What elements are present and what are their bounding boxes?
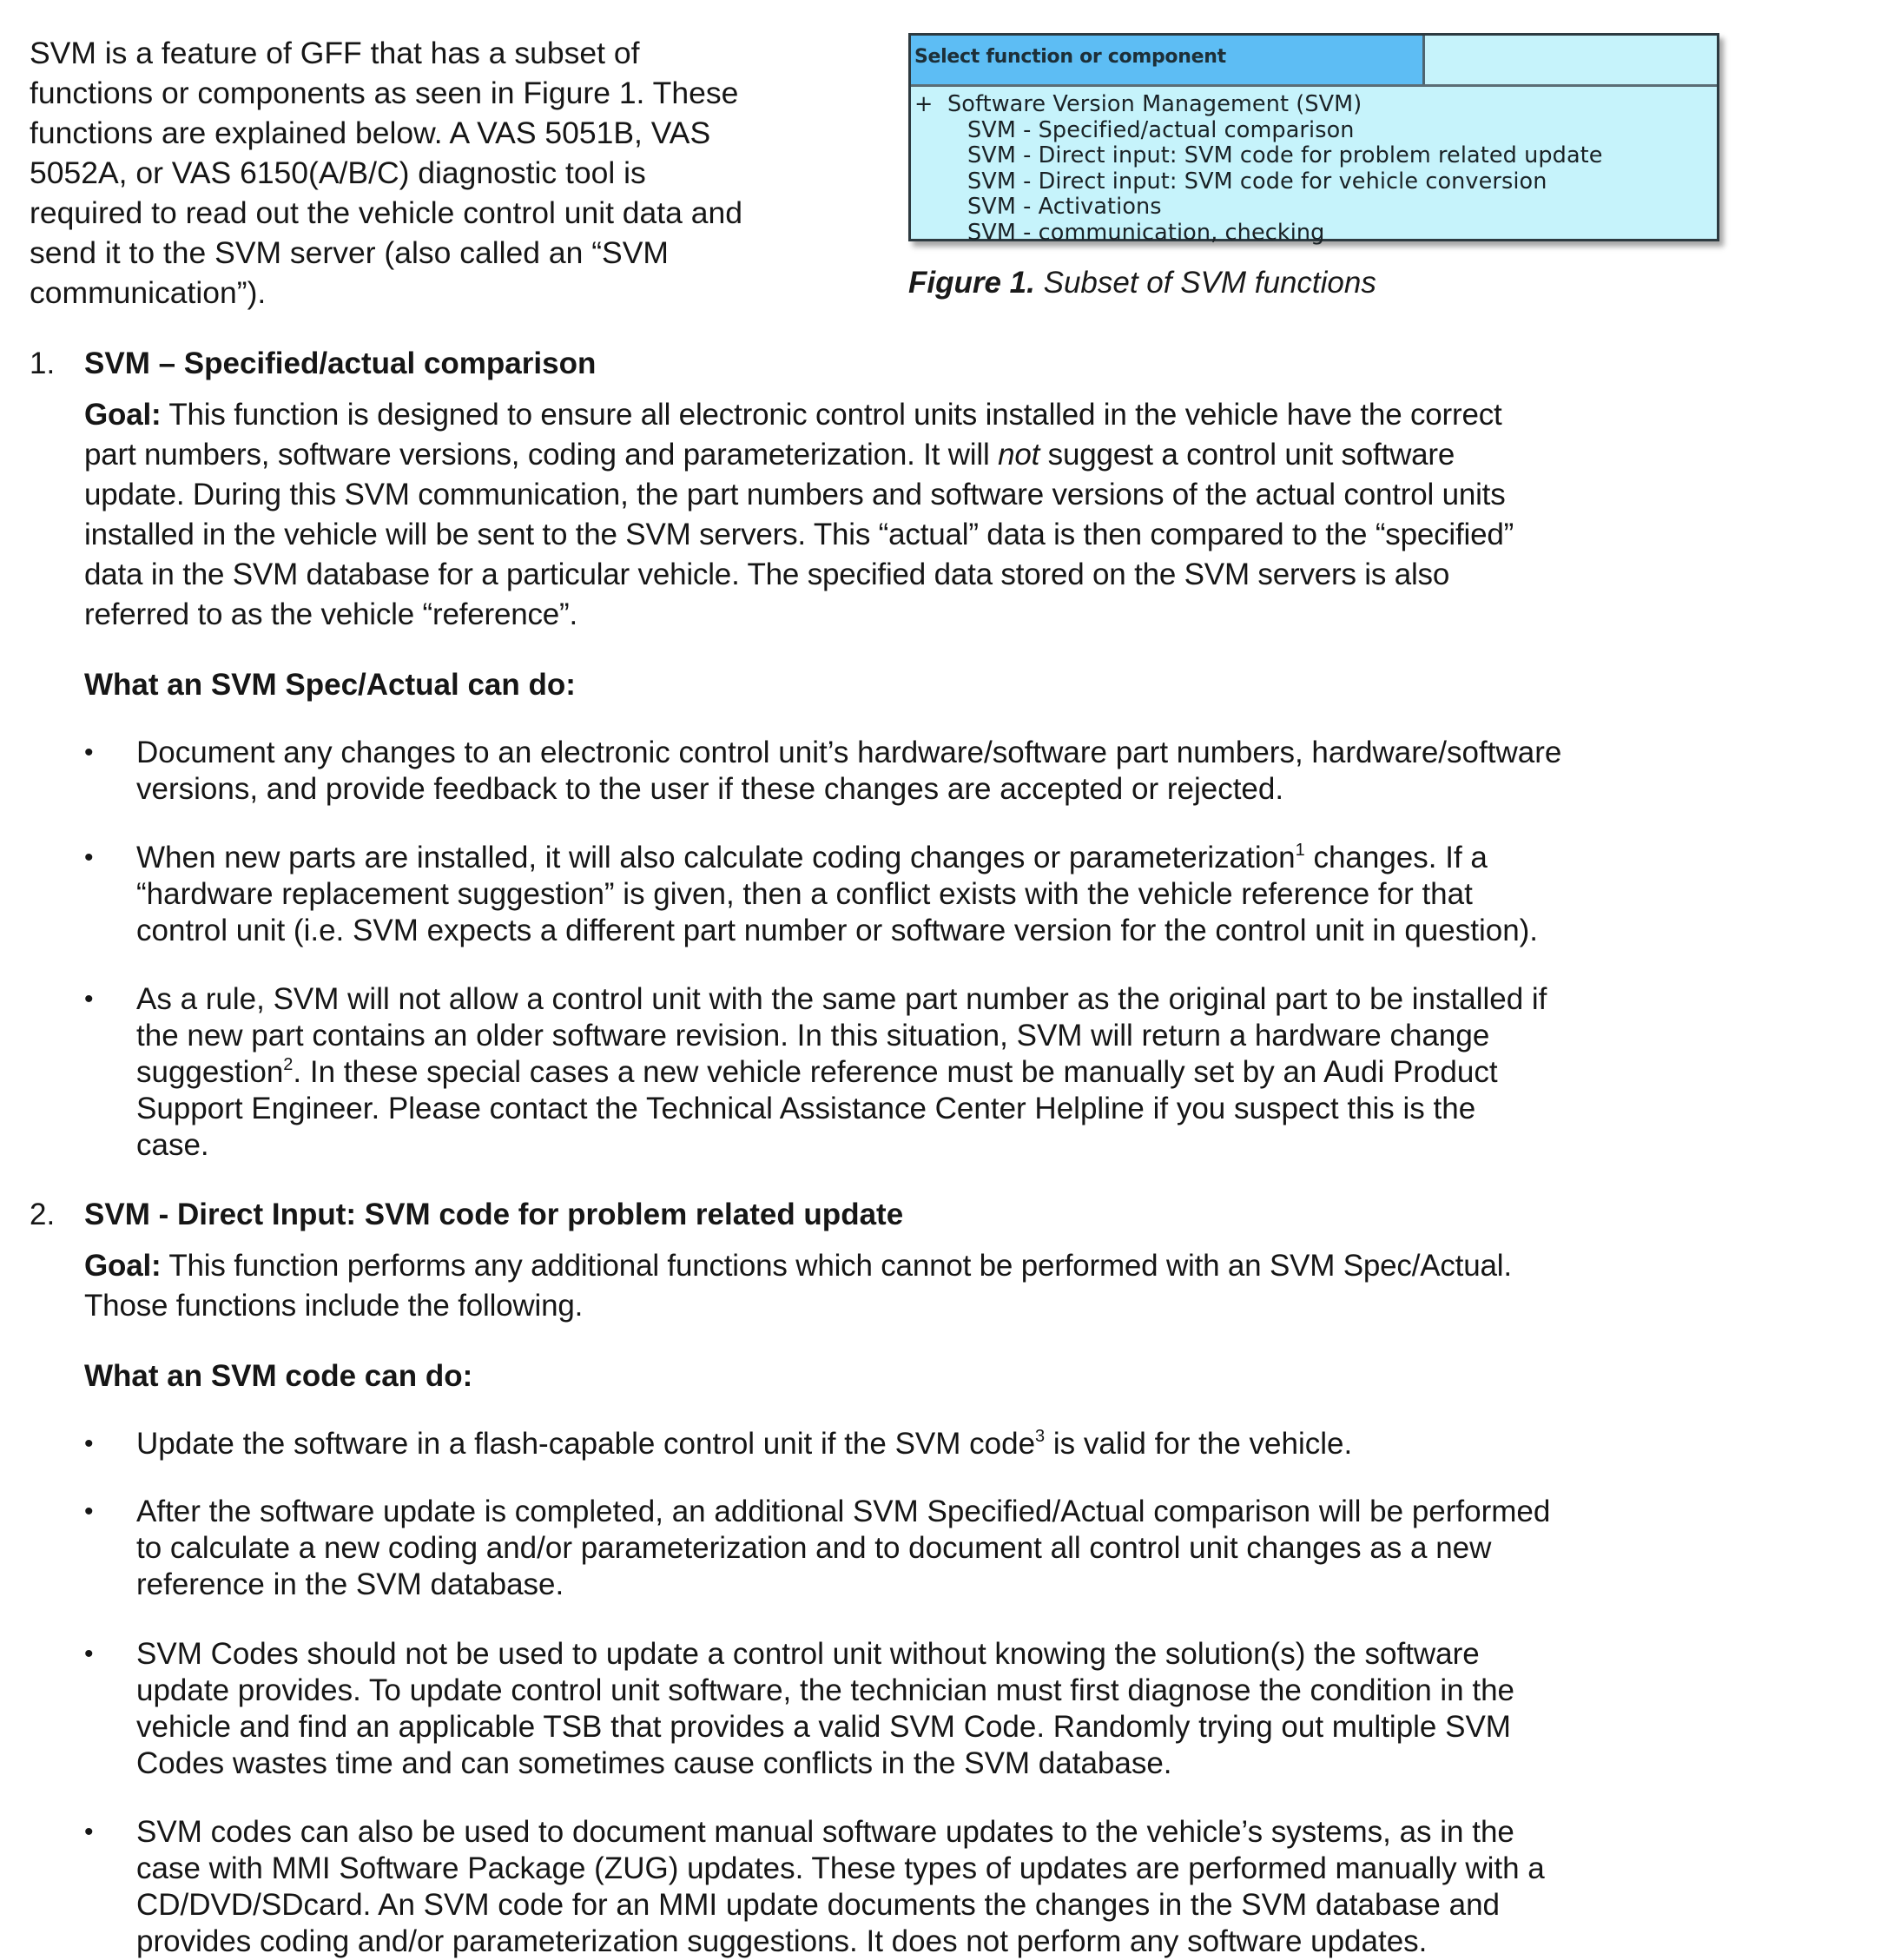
select-function-header: Select function or component (911, 36, 1425, 84)
intro-line: 5052A, or VAS 6150(A/B/C) diagnostic tool is (30, 155, 646, 190)
tree-item-direct-input-problem-update: SVM - Direct input: SVM code for problem related update (967, 142, 1603, 168)
bullet-line: vehicle and find an applicable TSB that provides a valid SVM Code. Randomly trying out multiple SVM (136, 1710, 1511, 1744)
bullet-item (84, 1814, 1873, 1960)
intro-line: send it to the SVM server (also called an “SVM (30, 235, 669, 270)
tree-item-communication-checking: SVM - communication, checking (967, 219, 1325, 246)
bullet-item (84, 1636, 1873, 1782)
section-2-heading (0, 1195, 1887, 1235)
bullet-item (84, 981, 1873, 1164)
bullet-icon: • (84, 1640, 94, 1668)
bullet-icon: • (84, 843, 94, 872)
bullet-line: As a rule, SVM will not allow a control unit with the same part number as the original part to be installed if (136, 982, 1547, 1016)
bullet-line: Codes wastes time and can sometimes cause conflicts in the SVM database. (136, 1746, 1172, 1780)
bullet-line: reference in the SVM database. (136, 1567, 564, 1601)
goal-line: referred to as the vehicle “reference”. (84, 597, 578, 631)
bullet-item (84, 735, 1873, 808)
bullet-line: case. (136, 1128, 209, 1162)
bullet-line: CD/DVD/SDcard. An SVM code for an MMI update documents the changes in the SVM database and (136, 1888, 1501, 1922)
bullet-line: the new part contains an older software revision. In this situation, SVM will return a hardware change (136, 1019, 1490, 1053)
bullet-line: versions, and provide feedback to the user if these changes are accepted or rejected. (136, 772, 1284, 806)
bullet-icon: • (84, 1497, 94, 1526)
section-title: SVM – Specified/actual comparison (84, 346, 597, 380)
bullet-line: suggestion (136, 1055, 284, 1089)
footnote-ref-2[interactable]: 2 (283, 1055, 294, 1074)
section-1-goal (84, 395, 1873, 635)
figure-caption-text: Subset of SVM functions (1034, 266, 1376, 300)
bullet-line: “hardware replacement suggestion” is given, then a conflict exists with the vehicle reference for that (136, 877, 1473, 911)
bullet-line: SVM Codes should not be used to update a control unit without knowing the solution(s) the software (136, 1637, 1480, 1671)
intro-line: communication”). (30, 275, 267, 310)
bullet-line: Update the software in a flash-capable control unit if the SVM code (136, 1427, 1036, 1461)
bullet-line: case with MMI Software Package (ZUG) updates. These types of updates are performed manually with a (136, 1851, 1545, 1885)
goal-line: This function performs any additional functions which cannot be performed with an SVM Spec/Actual. (161, 1249, 1512, 1283)
bullet-line: to calculate a new coding and/or parameterization and to document all control unit changes as a new (136, 1531, 1492, 1565)
tree-item-direct-input-vehicle-conversion: SVM - Direct input: SVM code for vehicle conversion (967, 168, 1547, 195)
figure-1-svm-function-menu (908, 33, 1719, 246)
tree-item-activations: SVM - Activations (967, 194, 1162, 220)
intro-line: functions or components as seen in Figure 1. These (30, 76, 739, 110)
bullet-icon: • (84, 738, 94, 767)
tree-root-software-version-management (914, 92, 1717, 118)
bullet-icon: • (84, 1818, 94, 1846)
intro-paragraph (30, 33, 889, 313)
bullet-line: changes. If a (1304, 841, 1488, 874)
goal-line: Those functions include the following. (84, 1289, 584, 1323)
bullet-line: Support Engineer. Please contact the Technical Assistance Center Helpline if you suspect this is the (136, 1092, 1476, 1125)
goal-line: suggest a control unit software (1039, 438, 1455, 472)
header-empty-cell (1425, 36, 1717, 84)
intro-line: SVM is a feature of GFF that has a subset of (30, 36, 640, 70)
figure-caption (908, 266, 1376, 300)
section-2-subheading: What an SVM code can do: (84, 1359, 473, 1393)
bullet-line: provides coding and/or parameterization suggestions. It does not perform any software updates. (136, 1924, 1428, 1958)
section-number: 1. (30, 346, 56, 380)
bullet-icon: • (84, 985, 94, 1013)
bullet-item (84, 840, 1873, 949)
bullet-line: update provides. To update control unit software, the technician must first diagnose the condition in the (136, 1673, 1514, 1707)
footnote-ref-3[interactable]: 3 (1035, 1427, 1046, 1446)
bullet-line: When new parts are installed, it will also calculate coding changes or parameterization (136, 841, 1296, 874)
footnote-ref-1[interactable]: 1 (1295, 841, 1305, 860)
tree-root-label: Software Version Management (SVM) (947, 91, 1362, 117)
bullet-line: SVM codes can also be used to document manual software updates to the vehicle’s systems, as in the (136, 1815, 1514, 1849)
emphasis-not: not (998, 438, 1040, 472)
section-1-subheading: What an SVM Spec/Actual can do: (84, 668, 576, 702)
function-tree (911, 87, 1717, 246)
goal-label: Goal: (84, 398, 162, 432)
goal-line: part numbers, software versions, coding and parameterization. It will (84, 438, 999, 472)
figure-header (911, 36, 1717, 87)
intro-line: required to read out the vehicle control unit data and (30, 195, 742, 230)
goal-line: update. During this SVM communication, the part numbers and software versions of the actual control units (84, 478, 1506, 511)
bullet-item (84, 1494, 1873, 1603)
bullet-line: After the software update is completed, an additional SVM Specified/Actual comparison will be performed (136, 1495, 1551, 1528)
section-number: 2. (30, 1198, 56, 1231)
expand-plus-icon: + (914, 91, 934, 117)
goal-line: This function is designed to ensure all electronic control units installed in the vehicle have the correct (161, 398, 1502, 432)
bullet-line: Document any changes to an electronic control unit’s hardware/software part numbers, hardware/software (136, 736, 1562, 769)
goal-line: data in the SVM database for a particular vehicle. The specified data stored on the SVM servers is also (84, 558, 1450, 591)
section-title: SVM - Direct Input: SVM code for problem related update (84, 1198, 904, 1231)
bullet-line: . In these special cases a new vehicle reference must be manually set by an Audi Product (293, 1055, 1498, 1089)
bullet-icon: • (84, 1429, 94, 1458)
intro-line: functions are explained below. A VAS 5051B, VAS (30, 115, 711, 150)
bullet-line: control unit (i.e. SVM expects a different part number or software version for the control unit in question). (136, 914, 1539, 947)
goal-line: installed in the vehicle will be sent to the SVM servers. This “actual” data is then compared to the “specified” (84, 518, 1514, 551)
figure-caption-label: Figure 1. (908, 266, 1035, 300)
bullet-item (84, 1426, 1873, 1462)
bullet-line: is valid for the vehicle. (1045, 1427, 1353, 1461)
section-2-goal (84, 1246, 1873, 1326)
goal-label: Goal: (84, 1249, 162, 1283)
tree-item-specified-actual-comparison: SVM - Specified/actual comparison (967, 116, 1355, 143)
section-1-heading (0, 344, 1887, 384)
